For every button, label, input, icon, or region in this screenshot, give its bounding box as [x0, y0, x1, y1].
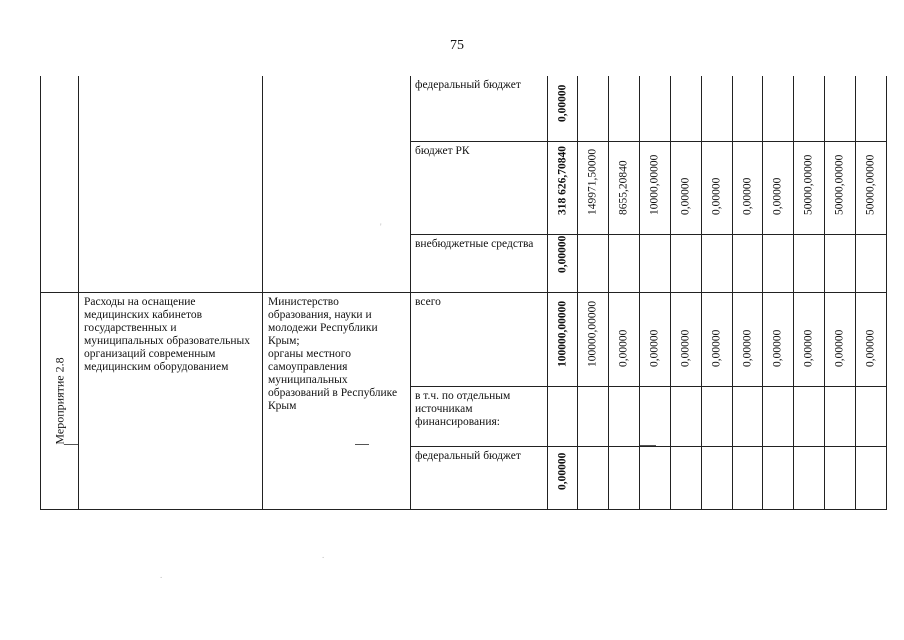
year-value-cell	[640, 76, 671, 141]
year-value-cell	[763, 76, 794, 141]
funding-source-cell	[411, 386, 548, 446]
year-value-cell	[825, 386, 856, 446]
funding-source-cell	[411, 76, 548, 141]
year-value-cell	[733, 234, 763, 292]
total-value: 0,00000	[556, 235, 568, 273]
year-value-cell	[825, 292, 856, 386]
total-cell	[548, 292, 578, 386]
year-value-cell	[763, 386, 794, 446]
year-value: 0,00000	[771, 329, 784, 367]
year-value: 8655,20840	[617, 159, 630, 215]
year-value-cell	[856, 292, 887, 386]
year-value-cell	[763, 141, 794, 234]
year-value: 0,00000	[617, 329, 630, 367]
year-value-cell	[702, 76, 733, 141]
year-value: 0,00000	[802, 329, 815, 367]
funding-source: федеральный бюджет	[415, 79, 521, 91]
total-cell	[548, 141, 578, 234]
measure-executor-cell	[263, 292, 411, 509]
year-value-cell	[763, 292, 794, 386]
year-value-cell	[856, 234, 887, 292]
budget-table	[40, 76, 887, 510]
year-value-cell	[640, 141, 671, 234]
prev-executor-cell	[263, 76, 411, 292]
year-value-cell	[794, 446, 825, 509]
table-row	[41, 292, 887, 386]
year-value-cell	[856, 76, 887, 141]
year-value-cell	[609, 292, 640, 386]
funding-source: в т.ч. по отдельным источникам финансирования:	[415, 389, 511, 428]
year-value-cell	[825, 234, 856, 292]
year-value: 10000,00000	[648, 154, 661, 215]
total-cell	[548, 234, 578, 292]
year-value-cell	[733, 386, 763, 446]
prev-description-cell	[79, 76, 263, 292]
year-value-cell	[856, 446, 887, 509]
year-value-cell	[825, 76, 856, 141]
measure-label-cell	[41, 292, 79, 509]
year-value: 0,00000	[710, 329, 723, 367]
year-value-cell	[578, 234, 609, 292]
scan-speck: .	[160, 570, 163, 580]
year-value-cell	[856, 386, 887, 446]
year-value-cell	[578, 386, 609, 446]
funding-source: бюджет РК	[415, 144, 470, 157]
year-value: 149971,50000	[586, 148, 599, 215]
year-value-cell	[671, 386, 702, 446]
funding-source-cell	[411, 141, 548, 234]
year-value-cell	[609, 141, 640, 234]
year-value-cell	[671, 292, 702, 386]
scan-mark	[355, 444, 369, 445]
measure-executor: Министерство образования, науки и молодежи Республики Крым; органы местного самоуправления муниципальных образований в Республике Крым	[268, 295, 398, 412]
year-value-cell	[671, 234, 702, 292]
year-value-cell	[609, 446, 640, 509]
scan-speck: '	[380, 222, 382, 232]
year-value: 0,00000	[741, 329, 753, 367]
year-value-cell	[578, 141, 609, 234]
total-value: 0,00000	[556, 452, 568, 490]
year-value-cell	[640, 446, 671, 509]
year-value-cell	[609, 76, 640, 141]
year-value-cell	[794, 76, 825, 141]
scan-speck: .	[322, 550, 325, 560]
funding-source: всего	[415, 295, 441, 308]
year-value: 0,00000	[679, 177, 692, 215]
scan-mark	[64, 444, 78, 445]
year-value-cell	[578, 292, 609, 386]
year-value-cell	[763, 234, 794, 292]
year-value-cell	[733, 292, 763, 386]
year-value-cell	[671, 446, 702, 509]
year-value-cell	[794, 386, 825, 446]
year-value: 0,00000	[710, 177, 723, 215]
year-value: 50000,00000	[802, 154, 815, 215]
year-value-cell	[733, 446, 763, 509]
year-value: 0,00000	[679, 329, 692, 367]
year-value: 0,00000	[648, 329, 661, 367]
year-value-cell	[763, 446, 794, 509]
year-value-cell	[702, 141, 733, 234]
year-value-cell	[825, 141, 856, 234]
year-value-cell	[794, 292, 825, 386]
year-value-cell	[578, 446, 609, 509]
year-value-cell	[702, 446, 733, 509]
total-cell	[548, 76, 578, 141]
year-value: 0,00000	[771, 177, 784, 215]
year-value-cell	[733, 141, 763, 234]
year-value-cell	[825, 446, 856, 509]
prev-measure-label-cell	[41, 76, 79, 292]
year-value-cell	[671, 76, 702, 141]
year-value-cell	[640, 386, 671, 446]
total-cell	[548, 446, 578, 509]
year-value: 100000,00000	[586, 300, 599, 367]
total-value: 0,00000	[556, 84, 568, 122]
year-value-cell	[733, 76, 763, 141]
year-value-cell	[671, 141, 702, 234]
funding-source: федеральный бюджет	[415, 449, 521, 462]
scan-mark	[640, 445, 656, 446]
year-value-cell	[702, 386, 733, 446]
year-value: 0,00000	[864, 329, 877, 367]
measure-description: Расходы на оснащение медицинских кабинетов государственных и муниципальных образовательных организаций современным медицинским оборудованием	[84, 295, 251, 373]
year-value: 0,00000	[741, 177, 753, 215]
page-number: 75	[450, 38, 464, 53]
year-value: 0,00000	[833, 329, 846, 367]
funding-source-cell	[411, 234, 548, 292]
year-value-cell	[640, 234, 671, 292]
table-row	[41, 76, 887, 141]
funding-source: внебюджетные средства	[415, 237, 534, 250]
funding-source-cell	[411, 446, 548, 509]
year-value: 50000,00000	[864, 154, 877, 215]
total-cell	[548, 386, 578, 446]
year-value-cell	[609, 386, 640, 446]
year-value-cell	[794, 234, 825, 292]
year-value-cell	[640, 292, 671, 386]
year-value-cell	[702, 234, 733, 292]
year-value: 50000,00000	[833, 154, 846, 215]
measure-description-cell	[79, 292, 263, 509]
year-value-cell	[794, 141, 825, 234]
measure-label: Мероприятие 2.8	[52, 356, 66, 445]
year-value-cell	[578, 76, 609, 141]
year-value-cell	[702, 292, 733, 386]
total-value: 100000,00000	[556, 300, 568, 367]
year-value-cell	[856, 141, 887, 234]
total-value: 318 626,70840	[556, 145, 568, 215]
year-value-cell	[609, 234, 640, 292]
funding-source-cell	[411, 292, 548, 386]
